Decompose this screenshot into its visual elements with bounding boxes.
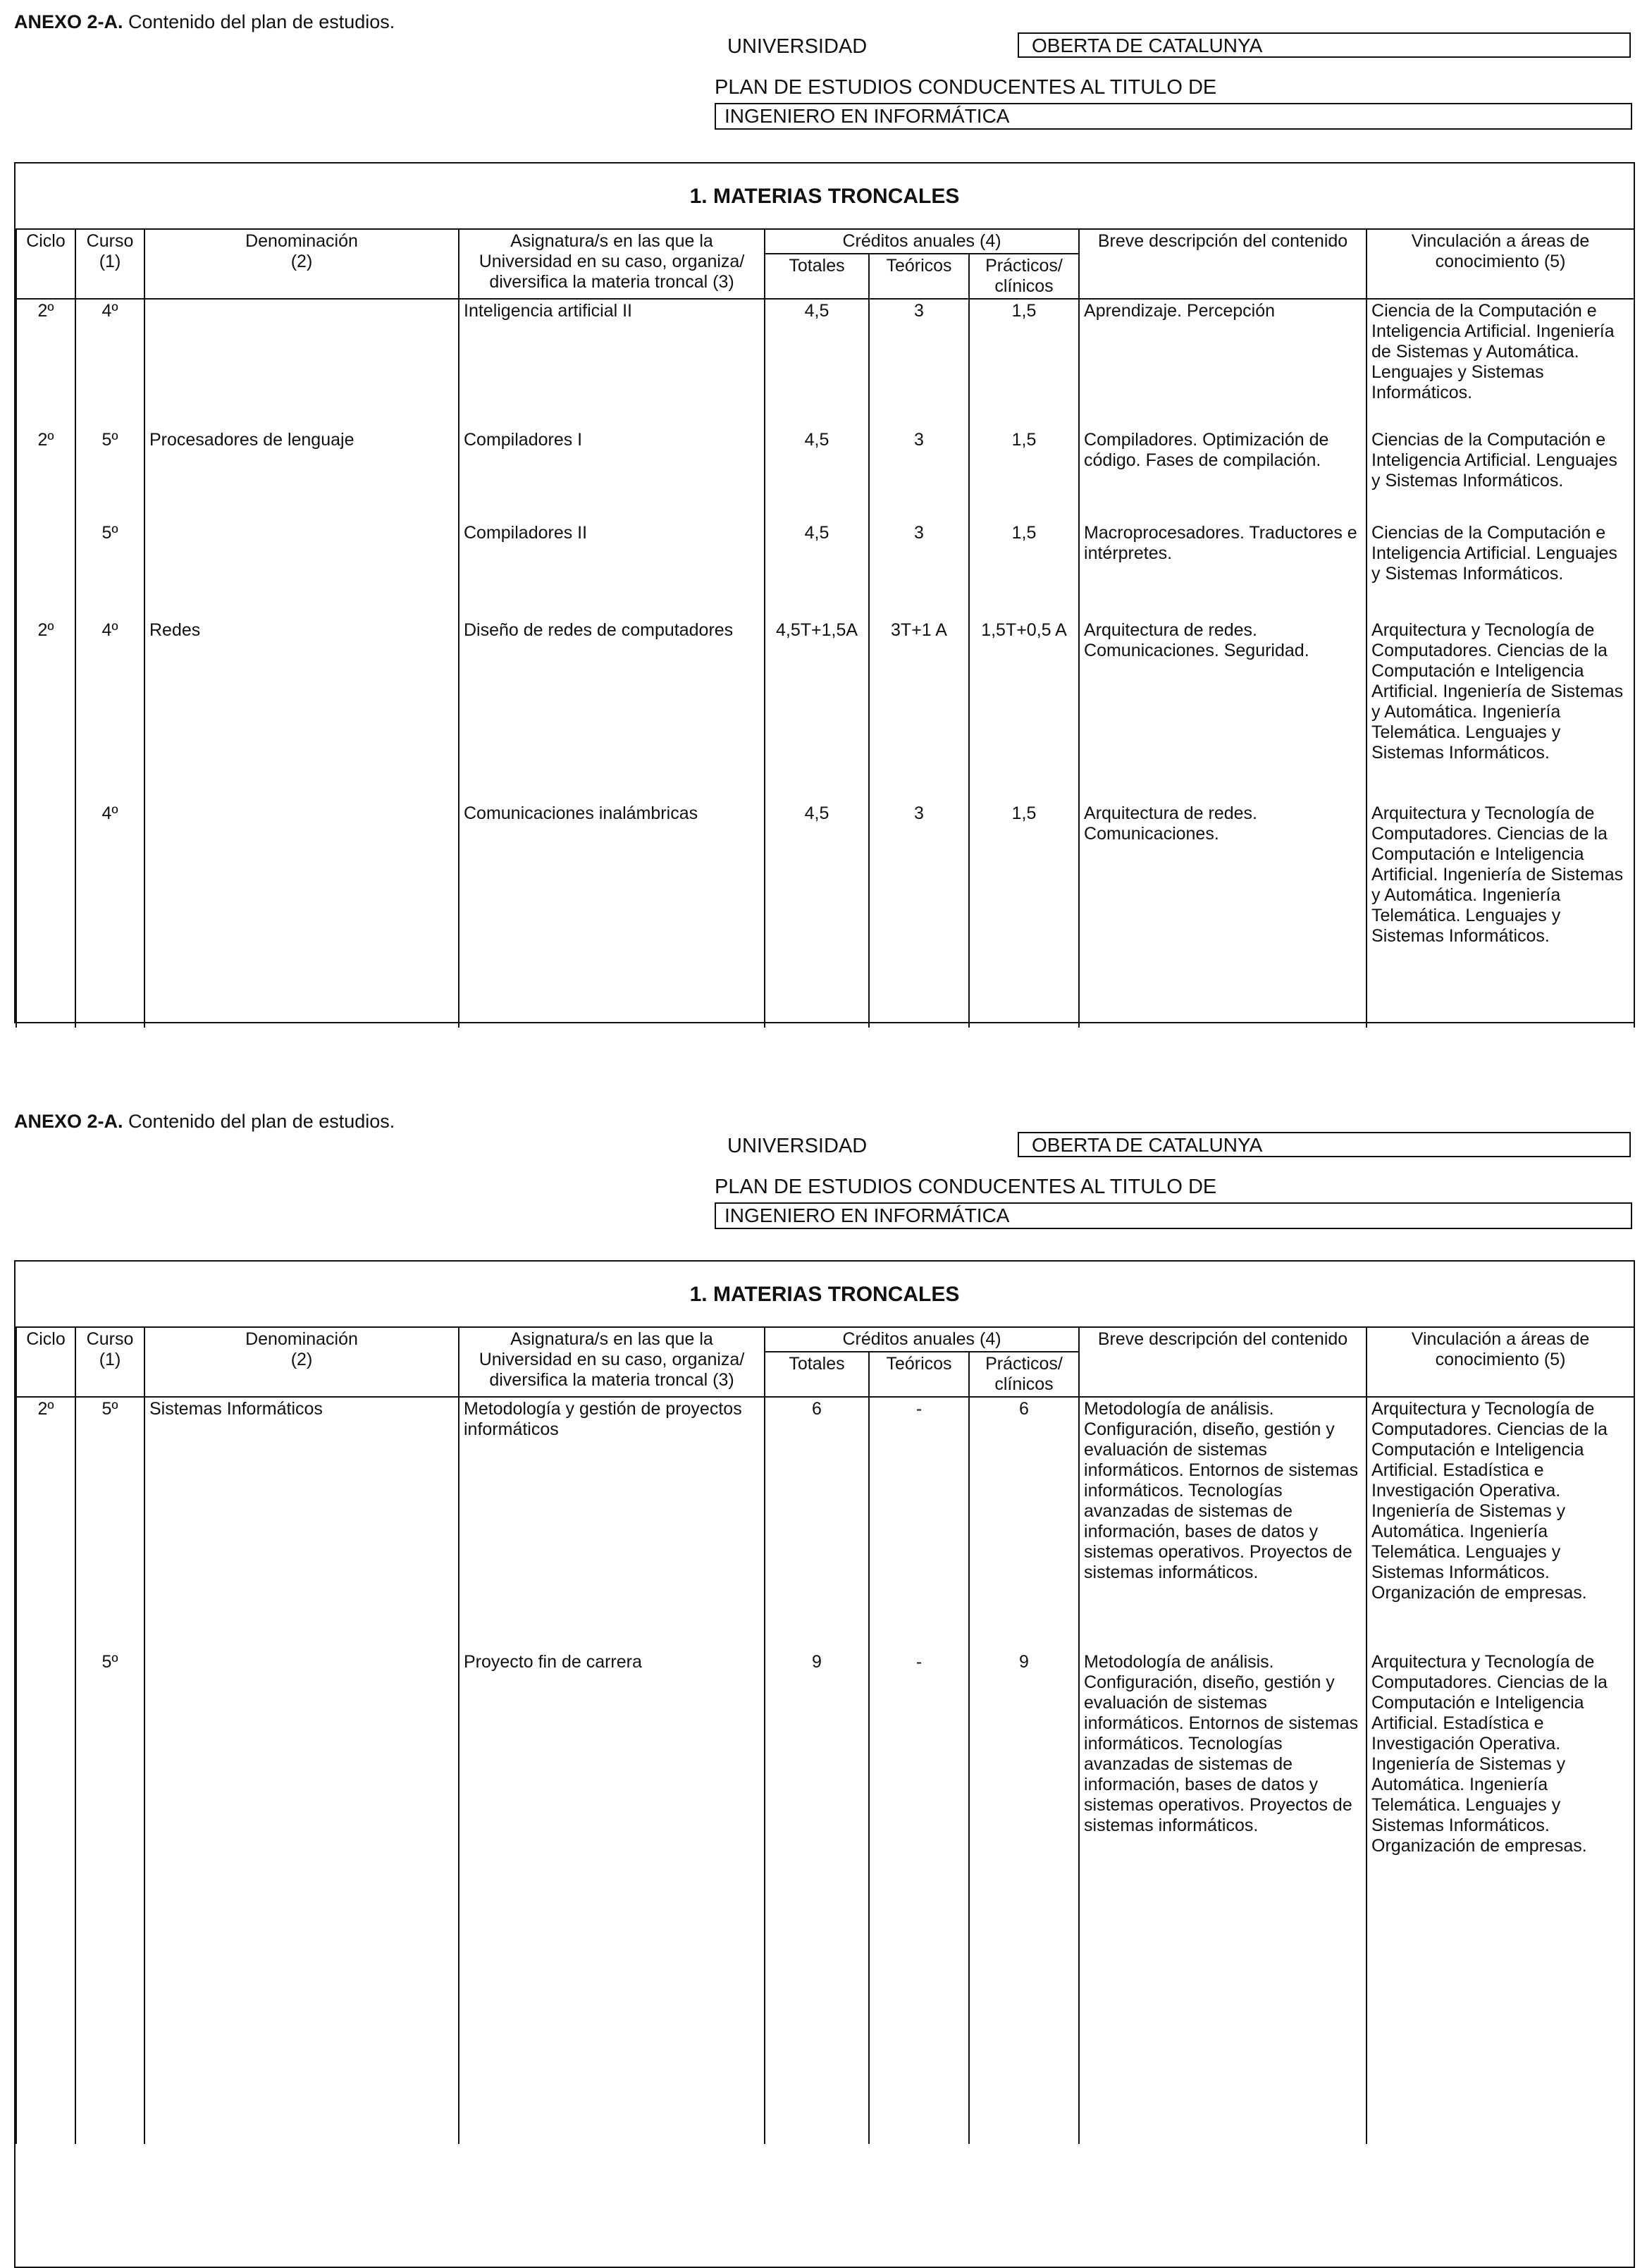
header-ciclo: Ciclo — [16, 1327, 75, 1397]
header-descripcion: Breve descripción del contenido — [1079, 1327, 1367, 1397]
header-totales: Totales — [765, 254, 869, 299]
cell-ciclo: 2º — [16, 299, 75, 429]
cell-denominacion — [144, 522, 459, 619]
cell-ciclo — [16, 1651, 75, 2144]
table-row — [16, 619, 1634, 802]
plan-label: PLAN DE ESTUDIOS CONDUCENTES AL TITULO DE — [715, 76, 1217, 99]
header-denominacion: Denominación (2) — [144, 229, 459, 299]
annex-heading: ANEXO 2-A. Contenido del plan de estudios. — [14, 1111, 395, 1132]
cell-denominacion: Sistemas Informáticos — [144, 1397, 459, 1651]
cell-denominacion: Redes — [144, 619, 459, 802]
cell-descripcion: Metodología de análisis. Configuración, diseño, gestión y evaluación de sistemas informáticos. Entornos de sistemas informáticos. Tecnologías avanzadas de sistemas de información, bases de datos y sistemas operativos. Proyectos de sistemas informáticos. — [1079, 1397, 1367, 1651]
cell-denominacion — [144, 802, 459, 1028]
header-practicos: Prácticos/ clínicos — [969, 254, 1079, 299]
table-row — [16, 802, 1634, 1028]
header-curso: Curso (1) — [75, 229, 144, 299]
header-denominacion: Denominación (2) — [144, 1327, 459, 1397]
annex-heading: ANEXO 2-A. Contenido del plan de estudios. — [14, 11, 395, 32]
plan-label: PLAN DE ESTUDIOS CONDUCENTES AL TITULO DE — [715, 1176, 1217, 1198]
cell-descripcion: Aprendizaje. Percepción — [1079, 299, 1367, 429]
header-asignaturas: Asignatura/s en las que la Universidad en su caso, organiza/ diversifica la materia troncal (3) — [459, 229, 765, 299]
cell-vinculacion: Arquitectura y Tecnología de Computadores. Ciencias de la Computación e Inteligencia Artificial. Estadística e Investigación Operativa. Ingeniería de Sistemas y Automática. Ingeniería Telemática. Lenguajes y Sistemas Informáticos. Organización de empresas. — [1367, 1397, 1634, 1651]
header-vinculacion: Vinculación a áreas de conocimiento (5) — [1367, 229, 1634, 299]
cell-totales: 4,5 — [765, 429, 869, 522]
degree-title-box: INGENIERO EN INFORMÁTICA — [715, 103, 1632, 130]
cell-practicos: 6 — [969, 1397, 1079, 1651]
header-practicos: Prácticos/ clínicos — [969, 1352, 1079, 1397]
header-creditos: Créditos anuales (4) — [765, 229, 1079, 254]
header-teoricos: Teóricos — [869, 1352, 969, 1397]
cell-asignatura: Compiladores I — [459, 429, 765, 522]
cell-vinculacion: Arquitectura y Tecnología de Computadores. Ciencias de la Computación e Inteligencia Artificial. Ingeniería de Sistemas y Automática. Ingeniería Telemática. Lenguajes y Sistemas Informáticos. — [1367, 619, 1634, 802]
university-label: UNIVERSIDAD — [727, 35, 868, 58]
table-row — [16, 1651, 1634, 2144]
table-row — [16, 429, 1634, 522]
table-row — [16, 1397, 1634, 1651]
cell-curso: 4º — [75, 619, 144, 802]
cell-vinculacion: Arquitectura y Tecnología de Computadores. Ciencias de la Computación e Inteligencia Artificial. Ingeniería de Sistemas y Automática. Ingeniería Telemática. Lenguajes y Sistemas Informáticos. — [1367, 802, 1634, 1028]
subjects-table-frame — [14, 162, 1635, 1023]
cell-descripcion: Macroprocesadores. Traductores e intérpretes. — [1079, 522, 1367, 619]
cell-curso: 4º — [75, 802, 144, 1028]
cell-teoricos: 3 — [869, 299, 969, 429]
cell-practicos: 1,5 — [969, 429, 1079, 522]
header-descripcion: Breve descripción del contenido — [1079, 229, 1367, 299]
cell-asignatura: Metodología y gestión de proyectos informáticos — [459, 1397, 765, 1651]
cell-asignatura: Compiladores II — [459, 522, 765, 619]
cell-teoricos: 3T+1 A — [869, 619, 969, 802]
cell-practicos: 9 — [969, 1651, 1079, 2144]
header-totales: Totales — [765, 1352, 869, 1397]
cell-curso: 5º — [75, 1651, 144, 2144]
cell-curso: 5º — [75, 522, 144, 619]
cell-curso: 4º — [75, 299, 144, 429]
cell-ciclo: 2º — [16, 619, 75, 802]
header-curso: Curso (1) — [75, 1327, 144, 1397]
university-name-box: OBERTA DE CATALUNYA — [1018, 32, 1631, 58]
cell-totales: 4,5 — [765, 522, 869, 619]
cell-denominacion — [144, 299, 459, 429]
section-title: 1. MATERIAS TRONCALES — [689, 185, 960, 208]
table-row — [16, 522, 1634, 619]
cell-denominacion — [144, 1651, 459, 2144]
cell-totales: 6 — [765, 1397, 869, 1651]
cell-descripcion: Compiladores. Optimización de código. Fases de compilación. — [1079, 429, 1367, 522]
header-creditos: Créditos anuales (4) — [765, 1327, 1079, 1352]
cell-teoricos: 3 — [869, 802, 969, 1028]
cell-practicos: 1,5 — [969, 802, 1079, 1028]
section-title: 1. MATERIAS TRONCALES — [689, 1283, 960, 1306]
header-teoricos: Teóricos — [869, 254, 969, 299]
cell-denominacion: Procesadores de lenguaje — [144, 429, 459, 522]
cell-teoricos: 3 — [869, 429, 969, 522]
cell-descripcion: Metodología de análisis. Configuración, diseño, gestión y evaluación de sistemas informáticos. Entornos de sistemas informáticos. Tecnologías avanzadas de sistemas de información, bases de datos y sistemas operativos. Proyectos de sistemas informáticos. — [1079, 1651, 1367, 2144]
subjects-table — [16, 1326, 1635, 2144]
university-name-box: OBERTA DE CATALUNYA — [1018, 1132, 1631, 1157]
header-asignaturas: Asignatura/s en las que la Universidad en su caso, organiza/ diversifica la materia troncal (3) — [459, 1327, 765, 1397]
cell-asignatura: Diseño de redes de computadores — [459, 619, 765, 802]
cell-ciclo — [16, 802, 75, 1028]
cell-teoricos: 3 — [869, 522, 969, 619]
subjects-table — [16, 228, 1635, 1028]
cell-curso: 5º — [75, 1397, 144, 1651]
header-ciclo: Ciclo — [16, 229, 75, 299]
cell-vinculacion: Ciencias de la Computación e Inteligencia Artificial. Lenguajes y Sistemas Informáticos. — [1367, 429, 1634, 522]
degree-title-box: INGENIERO EN INFORMÁTICA — [715, 1202, 1632, 1229]
cell-totales: 4,5 — [765, 802, 869, 1028]
cell-vinculacion: Ciencias de la Computación e Inteligencia Artificial. Lenguajes y Sistemas Informáticos. — [1367, 522, 1634, 619]
cell-ciclo: 2º — [16, 1397, 75, 1651]
cell-asignatura: Proyecto fin de carrera — [459, 1651, 765, 2144]
cell-vinculacion: Arquitectura y Tecnología de Computadores. Ciencias de la Computación e Inteligencia Artificial. Estadística e Investigación Operativa. Ingeniería de Sistemas y Automática. Ingeniería Telemática. Lenguajes y Sistemas Informáticos. Organización de empresas. — [1367, 1651, 1634, 2144]
cell-curso: 5º — [75, 429, 144, 522]
university-label: UNIVERSIDAD — [727, 1135, 868, 1157]
cell-teoricos: - — [869, 1397, 969, 1651]
cell-ciclo — [16, 522, 75, 619]
cell-vinculacion: Ciencia de la Computación e Inteligencia Artificial. Ingeniería de Sistemas y Automática. Lenguajes y Sistemas Informáticos. — [1367, 299, 1634, 429]
cell-totales: 9 — [765, 1651, 869, 2144]
cell-totales: 4,5T+1,5A — [765, 619, 869, 802]
cell-practicos: 1,5 — [969, 522, 1079, 619]
cell-asignatura: Comunicaciones inalámbricas — [459, 802, 765, 1028]
cell-descripcion: Arquitectura de redes. Comunicaciones. Seguridad. — [1079, 619, 1367, 802]
table-row — [16, 299, 1634, 429]
cell-practicos: 1,5T+0,5 A — [969, 619, 1079, 802]
cell-totales: 4,5 — [765, 299, 869, 429]
header-vinculacion: Vinculación a áreas de conocimiento (5) — [1367, 1327, 1634, 1397]
cell-practicos: 1,5 — [969, 299, 1079, 429]
cell-asignatura: Inteligencia artificial II — [459, 299, 765, 429]
cell-ciclo: 2º — [16, 429, 75, 522]
subjects-table-frame — [14, 1260, 1635, 2268]
cell-descripcion: Arquitectura de redes. Comunicaciones. — [1079, 802, 1367, 1028]
cell-teoricos: - — [869, 1651, 969, 2144]
